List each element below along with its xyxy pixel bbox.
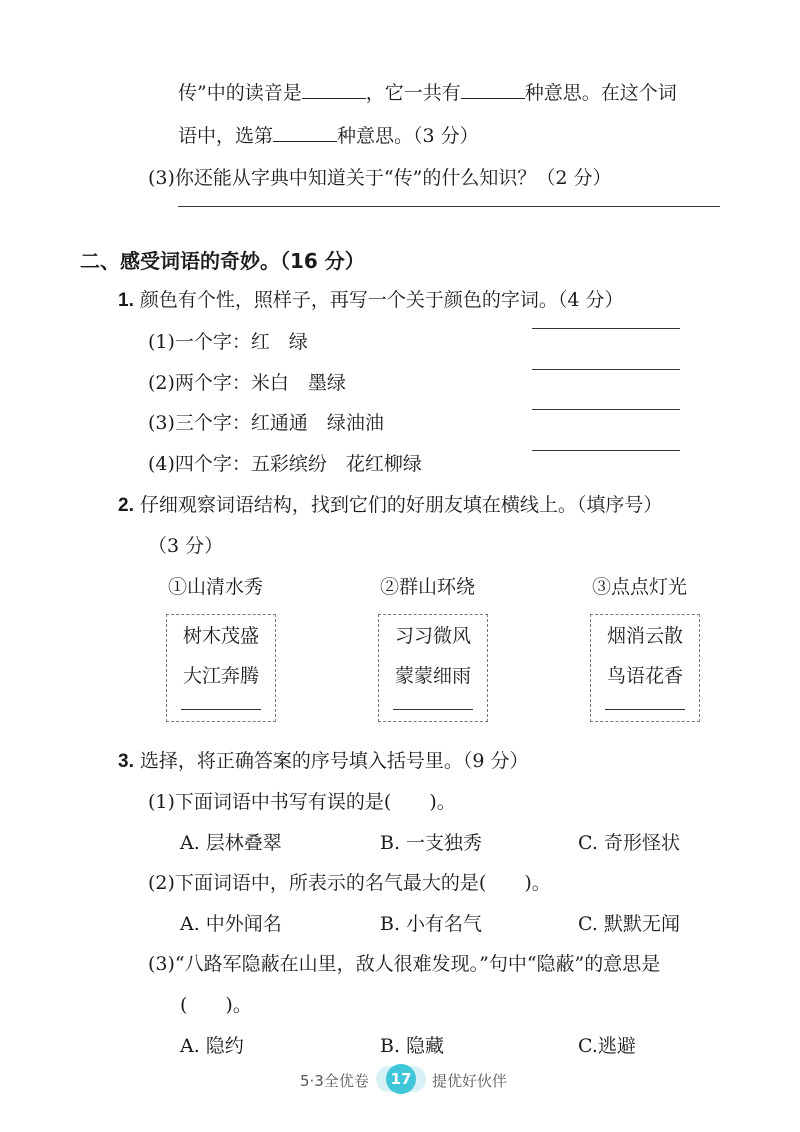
box-word: 大江奔腾 — [182, 665, 259, 687]
question-number: 1. — [118, 290, 134, 311]
choice-c[interactable]: C. 默默无闻 — [578, 913, 680, 935]
option-2: ②群山环绕 — [380, 576, 476, 598]
word-box-3 — [590, 614, 700, 722]
choice-b[interactable]: B. 一支独秀 — [380, 832, 483, 854]
carryover-line-1 — [178, 78, 677, 105]
question-2 — [118, 490, 662, 517]
color-item-1: (1)一个字：红 绿 — [148, 331, 308, 353]
sub-question-3: (3)“八路军隐蔽在山里，敌人很难发现。”句中“隐蔽”的意思是 — [148, 953, 661, 975]
footer-slogan: 提优好伙伴 — [432, 1072, 508, 1090]
box-word: 鸟语花香 — [606, 665, 683, 687]
answer-blank[interactable] — [302, 78, 366, 99]
footer-brand: 5·3全优卷 — [300, 1072, 369, 1090]
carryover-text-d: 语中，选第 — [178, 125, 274, 147]
choice-b[interactable]: B. 小有名气 — [380, 913, 483, 935]
answer-line[interactable] — [532, 369, 680, 370]
box-word: 树木茂盛 — [182, 625, 259, 647]
answer-line[interactable] — [393, 709, 473, 710]
choice-a[interactable]: A. 隐约 — [180, 1035, 244, 1057]
color-item-2: (2)两个字：米白 墨绿 — [148, 372, 346, 394]
answer-line[interactable] — [181, 709, 261, 710]
answer-line[interactable] — [532, 328, 680, 329]
question-3 — [118, 746, 529, 773]
answer-line[interactable] — [178, 206, 720, 207]
carryover-text-b: ，它一共有 — [365, 82, 461, 104]
answer-line[interactable] — [605, 709, 685, 710]
box-word: 习习微风 — [394, 625, 471, 647]
choice-c[interactable]: C. 奇形怪状 — [578, 832, 680, 854]
question-1 — [118, 285, 624, 312]
answer-blank[interactable] — [273, 121, 337, 142]
choice-b[interactable]: B. 隐藏 — [380, 1035, 445, 1057]
carryover-line-2 — [178, 121, 479, 148]
word-box-1 — [166, 614, 276, 722]
sub-question-1: (1)下面词语中书写有误的是( )。 — [148, 791, 456, 813]
option-1: ①山清水秀 — [168, 576, 264, 598]
answer-line[interactable] — [532, 409, 680, 410]
carryover-text-c: 种意思。在这个词 — [524, 82, 677, 104]
sub-question-3-bracket: ( )。 — [180, 994, 252, 1016]
word-box-2 — [378, 614, 488, 722]
question-prompt: 选择，将正确答案的序号填入括号里。（9 分） — [139, 750, 529, 772]
color-item-3: (3)三个字：红通通 绿油油 — [148, 412, 384, 434]
carryover-question-3: (3)你还能从字典中知道关于“传”的什么知识？（2 分） — [148, 167, 612, 189]
choice-a[interactable]: A. 层林叠翠 — [180, 832, 282, 854]
answer-line[interactable] — [532, 450, 680, 451]
question-prompt: 仔细观察词语结构，找到它们的好朋友填在横线上。（填序号） — [139, 494, 663, 516]
choice-a[interactable]: A. 中外闻名 — [180, 913, 282, 935]
question-number: 3. — [118, 751, 134, 772]
answer-blank[interactable] — [461, 78, 525, 99]
choice-c[interactable]: C.逃避 — [578, 1035, 636, 1057]
section-title: 二、感受词语的奇妙。（16 分） — [80, 249, 365, 273]
sub-question-2: (2)下面词语中，所表示的名气最大的是( )。 — [148, 872, 551, 894]
question-prompt: 颜色有个性，照样子，再写一个关于颜色的字词。（4 分） — [139, 289, 624, 311]
box-word: 蒙蒙细雨 — [394, 665, 471, 687]
carryover-text-a: 传”中的读音是 — [178, 82, 302, 104]
question-number: 2. — [118, 495, 134, 516]
page-number: 17 — [386, 1064, 416, 1094]
box-word: 烟消云散 — [606, 625, 683, 647]
carryover-text-e: 种意思。（3 分） — [337, 125, 479, 147]
option-3: ③点点灯光 — [592, 576, 688, 598]
question-score: （3 分） — [148, 535, 224, 557]
color-item-4: (4)四个字：五彩缤纷 花红柳绿 — [148, 453, 422, 475]
